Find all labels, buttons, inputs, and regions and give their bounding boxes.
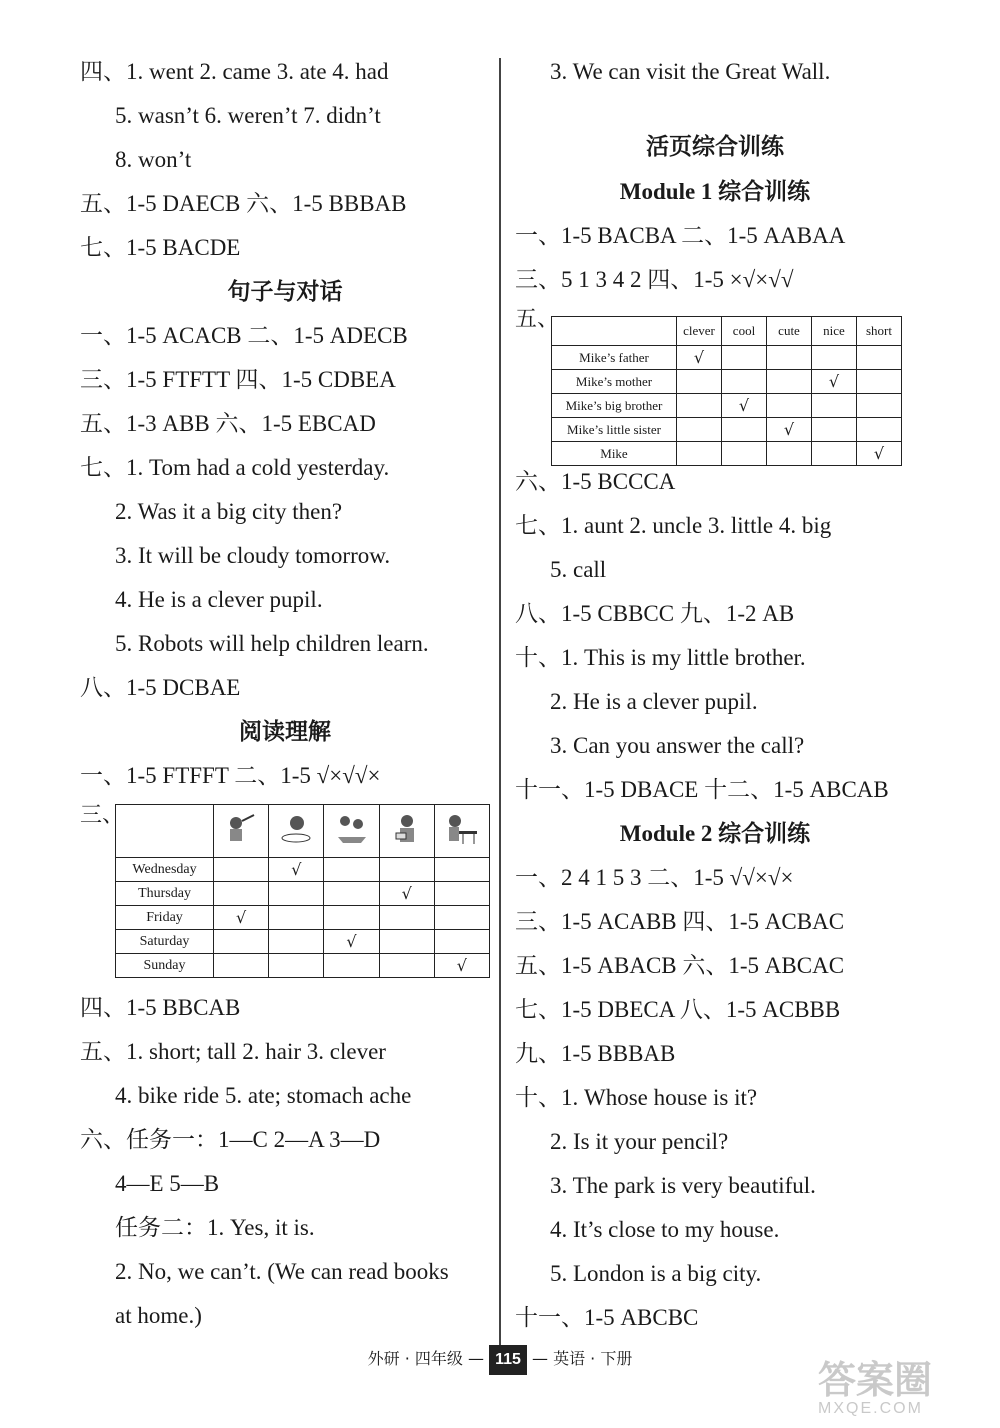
- table-cell: [857, 442, 902, 466]
- table-cell: [324, 906, 379, 930]
- activity-picture: [379, 805, 434, 858]
- table-cell: [857, 418, 902, 442]
- answer-line: 2. He is a clever pupil.: [550, 689, 758, 714]
- section-heading: 句子与对话: [227, 279, 343, 305]
- row-label: Mike’s father: [552, 346, 677, 370]
- table-tennis-picture: [445, 811, 479, 847]
- corner-cell: [552, 317, 677, 346]
- table-cell: [812, 418, 857, 442]
- row-label: Saturday: [116, 930, 214, 954]
- answer-line: 一、1-5 FTFFT 二、1-5 √×√√×: [80, 763, 381, 788]
- table-row: [116, 906, 490, 930]
- activity-table-block: [80, 798, 490, 986]
- table-cell: [722, 418, 767, 442]
- table-cell: [269, 930, 324, 954]
- watermark-url: MXQE.COM: [818, 1400, 923, 1417]
- table-cell: [677, 394, 722, 418]
- table-cell: [324, 882, 379, 906]
- table-cell: [269, 882, 324, 906]
- row-label: Wednesday: [116, 858, 214, 882]
- table-cell: [324, 930, 379, 954]
- table-cell: [767, 418, 812, 442]
- table-cell: [434, 882, 489, 906]
- answer-line: 5. wasn’t 6. weren’t 7. didn’t: [115, 103, 381, 128]
- table-row: [552, 394, 902, 418]
- table-cell: [269, 954, 324, 978]
- answer-line: 八、1-5 CBBCC 九、1-2 AB: [515, 601, 795, 626]
- footer-right: — 英语 · 下册: [532, 1349, 633, 1368]
- table-row: [116, 930, 490, 954]
- table-cell: [434, 930, 489, 954]
- answer-line: 4. He is a clever pupil.: [115, 587, 323, 612]
- adjective-table: [551, 316, 902, 466]
- answer-line: 八、1-5 DCBAE: [80, 675, 241, 700]
- table-cell: [722, 346, 767, 370]
- row-label: Mike’s little sister: [552, 418, 677, 442]
- table-cell: [379, 882, 434, 906]
- table-cell: [434, 906, 489, 930]
- table-cell: [767, 346, 812, 370]
- answer-line: 4. bike ride 5. ate; stomach ache: [115, 1083, 412, 1108]
- answer-line: 4—E 5—B: [115, 1171, 220, 1196]
- page-number: 115: [489, 1345, 527, 1375]
- boating-picture: [335, 811, 369, 847]
- answer-line: 九、1-5 BBBAB: [515, 1041, 676, 1066]
- left-column: [80, 50, 490, 1338]
- row-label: Mike’s big brother: [552, 394, 677, 418]
- answer-line: 三、1-5 ACABB 四、1-5 ACBAC: [515, 909, 845, 934]
- footer-left: 外研 · 四年级 —: [367, 1349, 484, 1368]
- answer-line: at home.): [115, 1303, 202, 1328]
- table-cell: [857, 370, 902, 394]
- column-header: short: [857, 317, 902, 346]
- table-cell: [214, 906, 269, 930]
- answer-line: 一、1-5 ACACB 二、1-5 ADECB: [80, 323, 408, 348]
- answer-line: 四、1. went 2. came 3. ate 4. had: [80, 59, 389, 84]
- answer-line: 七、1. aunt 2. uncle 3. little 4. big: [515, 513, 832, 538]
- activity-table: [115, 804, 490, 978]
- answer-line: 3. We can visit the Great Wall.: [550, 59, 831, 84]
- answer-line: 十一、1-5 ABCBC: [515, 1305, 699, 1330]
- answer-line: 七、1. Tom had a cold yesterday.: [80, 455, 390, 480]
- check-mark: √: [873, 444, 885, 463]
- answer-line: 三、1-5 FTFTT 四、1-5 CDBEA: [80, 367, 396, 392]
- answer-line: 2. Is it your pencil?: [550, 1129, 729, 1154]
- planting-picture: [224, 811, 258, 847]
- answer-line: 七、1-5 DBECA 八、1-5 ACBBB: [515, 997, 841, 1022]
- check-mark: √: [346, 931, 357, 951]
- table-cell: [812, 370, 857, 394]
- swimming-picture: [279, 811, 313, 847]
- column-header: cute: [767, 317, 812, 346]
- answer-line: 七、1-5 BACDE: [80, 235, 241, 260]
- table-row: [552, 346, 902, 370]
- row-label: Sunday: [116, 954, 214, 978]
- answer-line: 2. Was it a big city then?: [115, 499, 343, 524]
- answer-line: 3. It will be cloudy tomorrow.: [115, 543, 391, 568]
- table-row: [552, 370, 902, 394]
- table-cell: [434, 858, 489, 882]
- answer-line: 十、1. Whose house is it?: [515, 1085, 758, 1110]
- answer-line: 一、1-5 BACBA 二、1-5 AABAA: [515, 223, 846, 248]
- table-cell: [379, 930, 434, 954]
- activity-picture: [214, 805, 269, 858]
- table-cell: [379, 858, 434, 882]
- section-title: 活页综合训练: [646, 134, 784, 160]
- table-cell: [677, 418, 722, 442]
- table-cell: [722, 370, 767, 394]
- answer-line: 5. call: [550, 557, 607, 582]
- answer-line: 8. won’t: [115, 147, 192, 172]
- table-cell: [379, 954, 434, 978]
- answer-line: 2. No, we can’t. (We can read books: [115, 1259, 449, 1284]
- table-cell: [677, 346, 722, 370]
- answer-line: 4. It’s close to my house.: [550, 1217, 780, 1242]
- table-cell: [379, 906, 434, 930]
- activity-picture: [324, 805, 379, 858]
- answer-line: 六、任务一：1—C 2—A 3—D: [80, 1127, 381, 1152]
- table-cell: [214, 882, 269, 906]
- table-cell: [767, 370, 812, 394]
- table-cell: [812, 394, 857, 418]
- adjective-table-block: [515, 302, 915, 463]
- module-heading: Module 1 综合训练: [619, 179, 811, 204]
- check-mark: √: [738, 396, 750, 415]
- table-cell: [812, 442, 857, 466]
- table-cell: [677, 442, 722, 466]
- row-label: Friday: [116, 906, 214, 930]
- table-row: [116, 882, 490, 906]
- row-label: Thursday: [116, 882, 214, 906]
- table-cell: [857, 394, 902, 418]
- table-cell: [857, 346, 902, 370]
- row-label: Mike: [552, 442, 677, 466]
- answer-line: 六、1-5 BCCCA: [515, 469, 676, 494]
- column-header: nice: [812, 317, 857, 346]
- column-header: clever: [677, 317, 722, 346]
- check-mark: √: [236, 907, 247, 927]
- check-mark: √: [456, 955, 467, 975]
- answer-line: 3. Can you answer the call?: [550, 733, 805, 758]
- answer-line: 5. London is a big city.: [550, 1261, 762, 1286]
- table-cell: [767, 442, 812, 466]
- answer-line: 三、5 1 3 4 2 四、1-5 ×√×√√: [515, 267, 794, 292]
- table-row: [116, 954, 490, 978]
- row-label: Mike’s mother: [552, 370, 677, 394]
- table-cell: [269, 858, 324, 882]
- table-row: [552, 442, 902, 466]
- check-mark: √: [828, 372, 840, 391]
- answer-line: 3. The park is very beautiful.: [550, 1173, 816, 1198]
- table-cell: [324, 954, 379, 978]
- activity-picture: [434, 805, 489, 858]
- check-mark: √: [783, 420, 795, 439]
- table-cell: [434, 954, 489, 978]
- module-heading: Module 2 综合训练: [619, 821, 811, 846]
- answer-line: 五、1-5 DAECB 六、1-5 BBBAB: [80, 191, 407, 216]
- activity-picture: [269, 805, 324, 858]
- answer-line: 五、1-3 ABB 六、1-5 EBCAD: [80, 411, 376, 436]
- table-row: [116, 858, 490, 882]
- answer-line: 四、1-5 BBCAB: [80, 995, 241, 1020]
- table-cell: [722, 394, 767, 418]
- table-cell: [812, 346, 857, 370]
- question-label: 三、: [80, 803, 125, 828]
- answer-line: 五、1-5 ABACB 六、1-5 ABCAC: [515, 953, 845, 978]
- answer-line: 五、1. short; tall 2. hair 3. clever: [80, 1039, 386, 1064]
- column-divider: [499, 58, 501, 1348]
- table-cell: [767, 394, 812, 418]
- check-mark: √: [291, 859, 302, 879]
- answer-line: 十、1. This is my little brother.: [515, 645, 806, 670]
- spacer: [515, 94, 915, 124]
- table-cell: [214, 858, 269, 882]
- answer-line: 5. Robots will help children learn.: [115, 631, 429, 656]
- table-cell: [269, 906, 324, 930]
- check-mark: √: [693, 348, 705, 367]
- table-row: [552, 418, 902, 442]
- table-cell: [214, 954, 269, 978]
- table-cell: [324, 858, 379, 882]
- answer-line: 任务二：1. Yes, it is.: [115, 1215, 315, 1240]
- section-heading: 阅读理解: [239, 719, 331, 745]
- answer-line: 十一、1-5 DBACE 十二、1-5 ABCAB: [515, 777, 889, 802]
- column-header: cool: [722, 317, 767, 346]
- watermark-text: 答案圈: [818, 1358, 933, 1402]
- reading-picture: [390, 811, 424, 847]
- corner-cell: [116, 805, 214, 858]
- answer-line: 一、2 4 1 5 3 二、1-5 √√×√×: [515, 865, 794, 890]
- table-cell: [214, 930, 269, 954]
- question-label: 五、: [515, 307, 560, 332]
- check-mark: √: [401, 883, 412, 903]
- watermark-logo: [818, 1360, 988, 1420]
- right-column: [515, 50, 915, 1340]
- table-cell: [722, 442, 767, 466]
- table-cell: [677, 370, 722, 394]
